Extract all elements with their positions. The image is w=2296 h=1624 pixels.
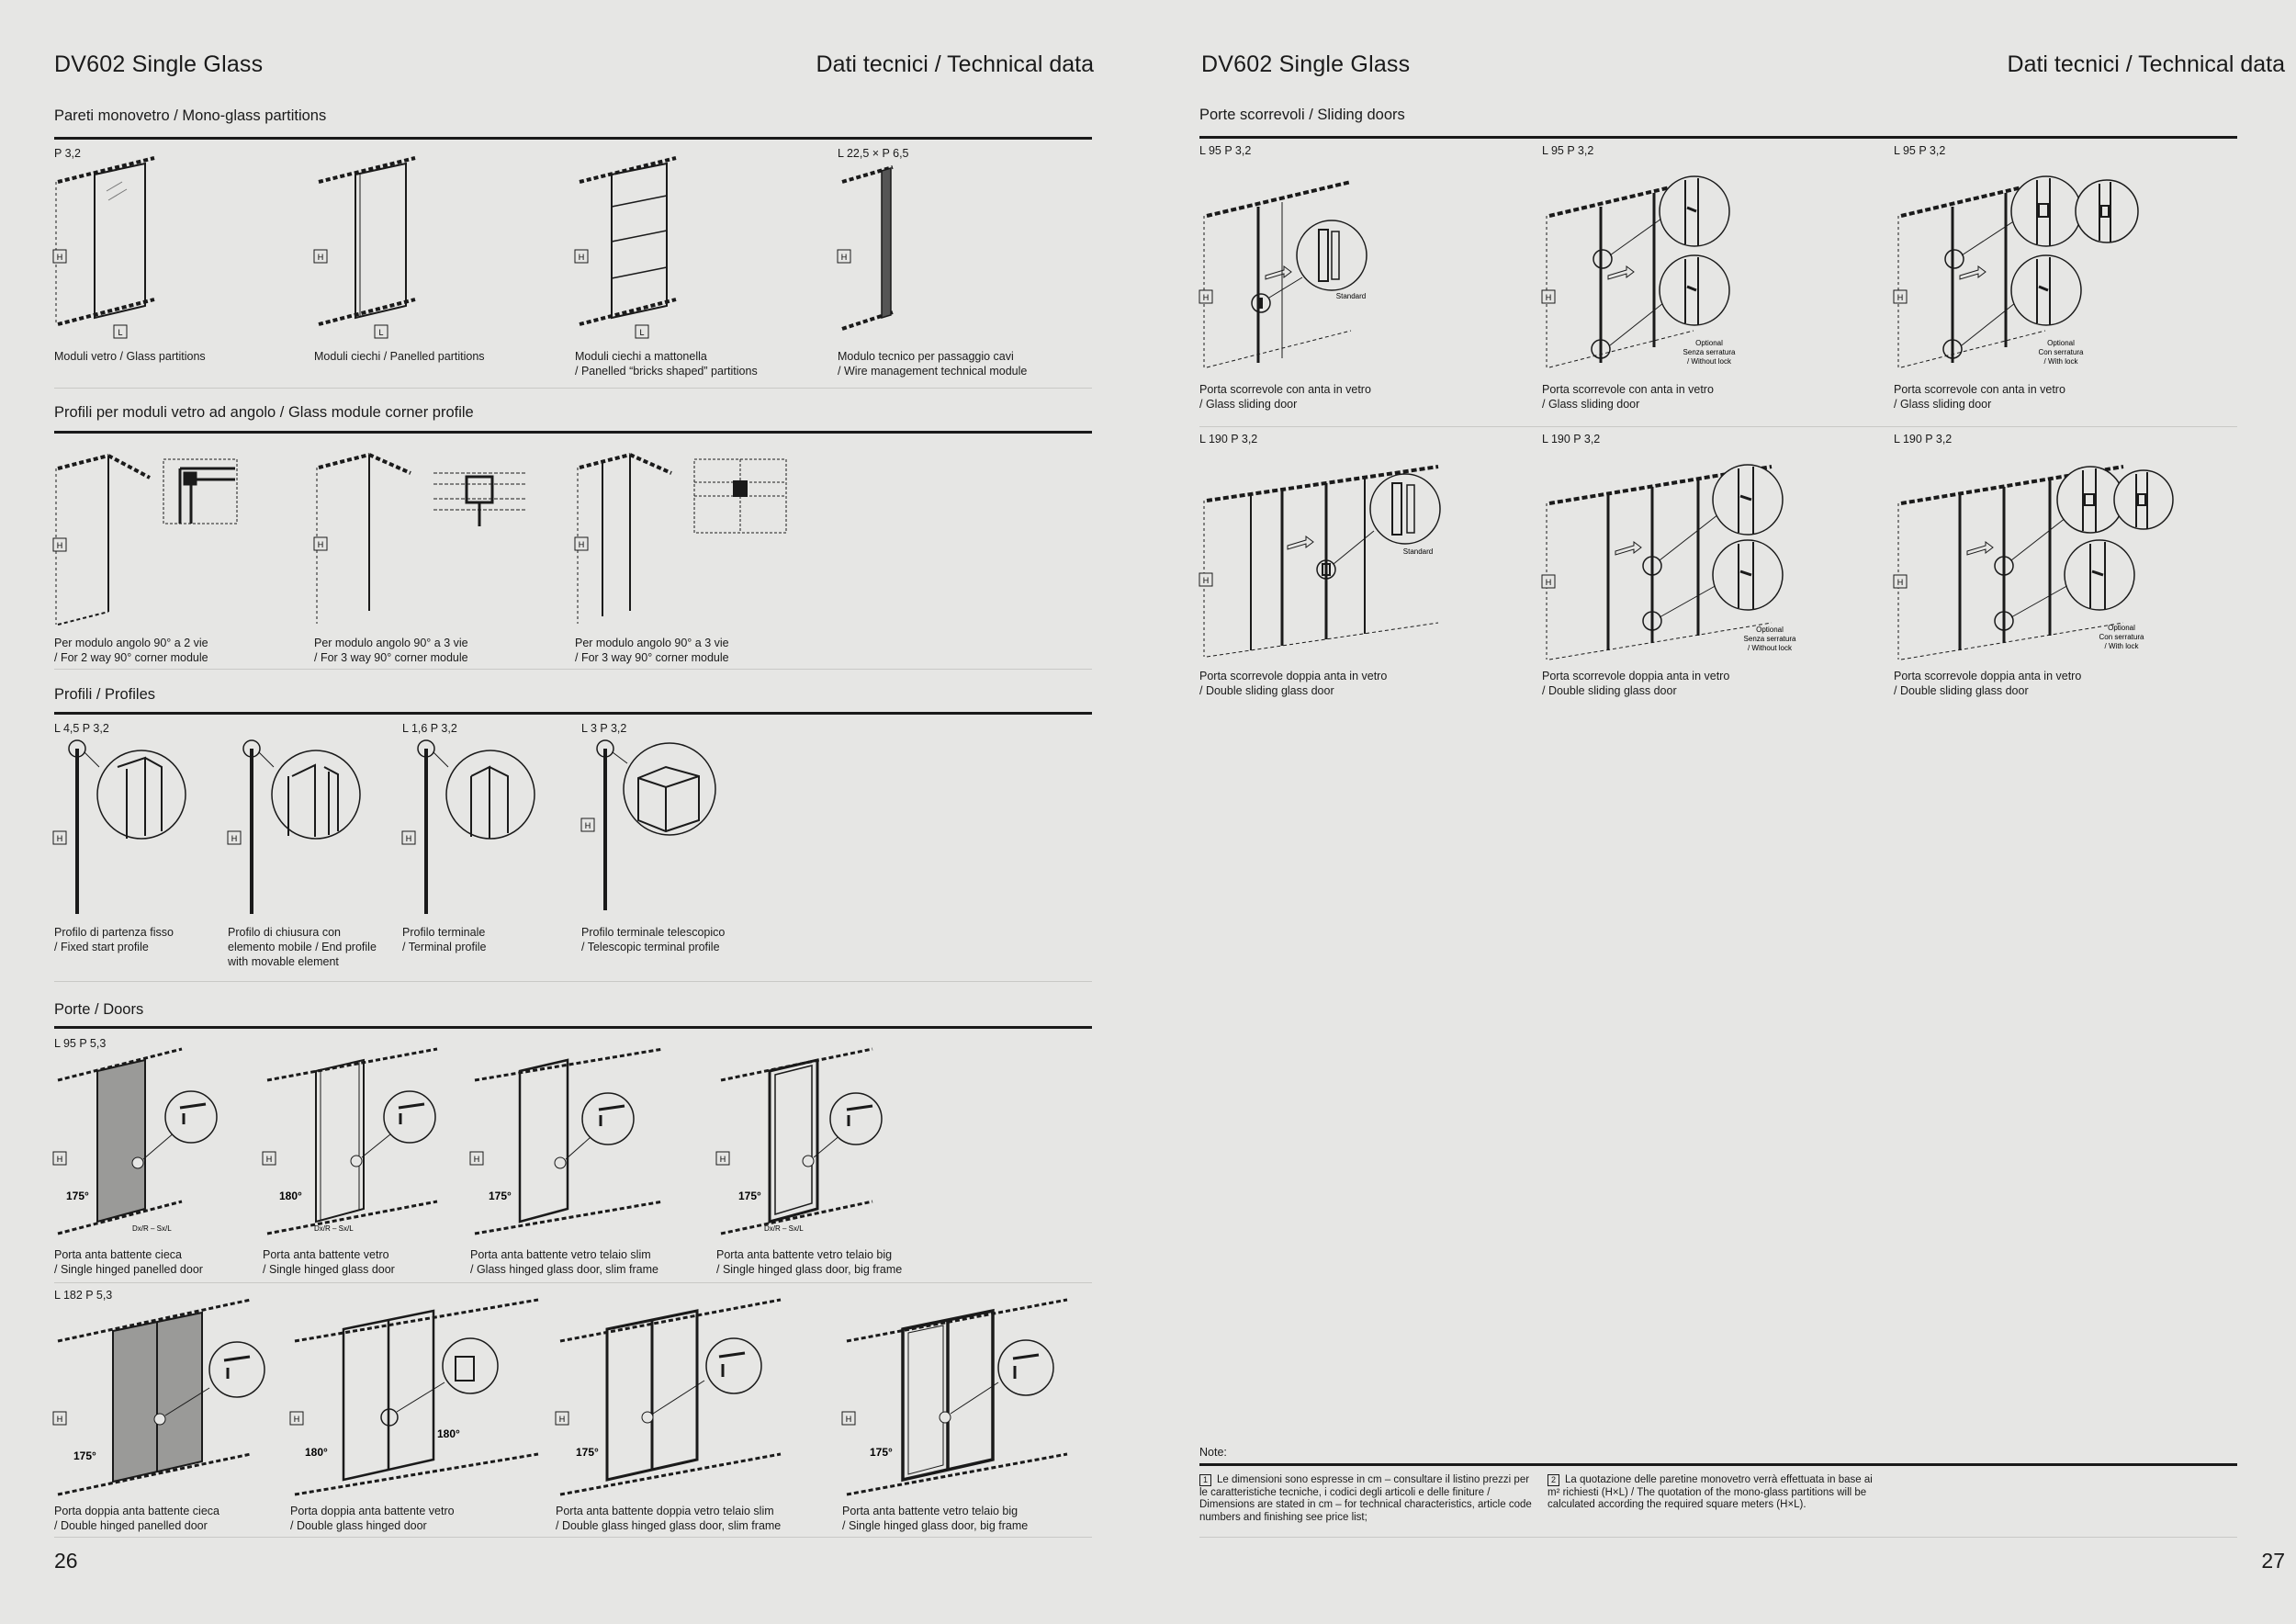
svg-text:H: H bbox=[473, 1155, 480, 1164]
caption: Porta doppia anta battente cieca / Double hinged panelled door bbox=[54, 1505, 219, 1532]
svg-text:Senza serratura: Senza serratura bbox=[1743, 635, 1796, 643]
caption: Per modulo angolo 90° a 3 vie / For 3 way 90° corner module bbox=[314, 637, 468, 664]
page-number: 26 bbox=[54, 1549, 78, 1573]
partition-technical-figure bbox=[838, 154, 929, 338]
svg-text:Standard: Standard bbox=[1402, 547, 1434, 556]
caption: Moduli ciechi / Panelled partitions bbox=[314, 350, 485, 363]
section-rule bbox=[54, 1026, 1092, 1029]
svg-text:175°: 175° bbox=[576, 1446, 599, 1459]
door-single-slim-figure bbox=[470, 1045, 681, 1234]
svg-text:Standard: Standard bbox=[1335, 292, 1367, 300]
sliding-title: Porte scorrevoli / Sliding doors bbox=[1199, 107, 1405, 123]
divider bbox=[54, 981, 1092, 982]
corner-3way-figure bbox=[314, 445, 535, 629]
svg-text:H: H bbox=[265, 1155, 273, 1164]
sliding-double-standard-figure bbox=[1199, 459, 1512, 666]
partition-glass-figure bbox=[53, 154, 182, 338]
dim-label: L 4,5 P 3,2 bbox=[54, 722, 109, 735]
door-single-big-figure bbox=[716, 1045, 928, 1234]
svg-text:H: H bbox=[405, 834, 412, 843]
svg-text:H: H bbox=[293, 1415, 300, 1424]
dim-label: L 190 P 3,2 bbox=[1894, 433, 1953, 445]
svg-text:/ Without lock: / Without lock bbox=[1686, 357, 1732, 366]
profiles-title: Profili / Profiles bbox=[54, 686, 156, 703]
caption: Porta doppia anta battente vetro / Double glass hinged door bbox=[290, 1505, 455, 1532]
section-header: Dati tecnici / Technical data bbox=[2007, 51, 2285, 77]
partition-bricks-figure bbox=[575, 154, 703, 338]
dim-label: L 190 P 3,2 bbox=[1199, 433, 1258, 445]
svg-text:175°: 175° bbox=[66, 1190, 89, 1202]
page-number: 27 bbox=[2261, 1549, 2285, 1573]
svg-text:175°: 175° bbox=[870, 1446, 893, 1459]
right-page bbox=[1148, 0, 2296, 1624]
divider bbox=[54, 1282, 1092, 1283]
notes-title: Note: bbox=[1199, 1446, 1227, 1459]
dim-label: P 3,2 bbox=[54, 147, 81, 160]
svg-text:H: H bbox=[1545, 293, 1552, 302]
caption: Profilo terminale telescopico / Telescopic terminal profile bbox=[581, 926, 726, 953]
caption: Per modulo angolo 90° a 3 vie / For 3 way 90° corner module bbox=[575, 637, 729, 664]
corner-3way-b-figure bbox=[575, 445, 795, 629]
note-2: 2 La quotazione delle paretine monovetro verrà effettuata in base ai m² richiesti (H×L) / The quotation of the mono-glass partitions will be calculated according the required square meters (H×L). bbox=[1548, 1474, 1873, 1510]
caption: Profilo di partenza fisso / Fixed start profile bbox=[54, 926, 174, 953]
sliding-single-standard-figure bbox=[1199, 175, 1429, 377]
svg-text:175°: 175° bbox=[738, 1190, 761, 1202]
caption: Porta scorrevole doppia anta in vetro / Double sliding glass door bbox=[1894, 670, 2082, 697]
profile-end-figure bbox=[228, 739, 366, 923]
svg-text:H: H bbox=[578, 253, 585, 262]
profile-fixed-start-figure bbox=[53, 739, 191, 923]
svg-text:H: H bbox=[56, 1415, 63, 1424]
caption: Per modulo angolo 90° a 2 vie / For 2 way 90° corner module bbox=[54, 637, 208, 664]
svg-text:Con serratura: Con serratura bbox=[2038, 348, 2084, 356]
svg-text:H: H bbox=[1202, 293, 1210, 302]
svg-text:H: H bbox=[845, 1415, 852, 1424]
svg-text:H: H bbox=[56, 834, 63, 843]
svg-text:H: H bbox=[56, 541, 63, 550]
section-header: Dati tecnici / Technical data bbox=[816, 51, 1094, 77]
svg-text:H: H bbox=[56, 253, 63, 262]
svg-text:H: H bbox=[578, 540, 585, 549]
caption: Profilo terminale / Terminal profile bbox=[402, 926, 487, 953]
profile-telescopic-figure bbox=[581, 730, 719, 923]
divider bbox=[54, 388, 1092, 389]
svg-text:L: L bbox=[639, 328, 645, 337]
svg-text:/ With lock: / With lock bbox=[2043, 357, 2078, 366]
door-double-panelled-figure bbox=[53, 1291, 283, 1497]
door-single-panelled-figure bbox=[53, 1045, 237, 1234]
svg-text:H: H bbox=[840, 253, 848, 262]
note-1: 1 Le dimensioni sono espresse in cm – consultare il listino prezzi per le caratteristiche tecniche, i codici degli articoli e delle finiture / Dimensions are stated in cm – for technical characteristics, article code numbers and finishing see price list; bbox=[1199, 1474, 1532, 1523]
corner-title: Profili per moduli vetro ad angolo / Glass module corner profile bbox=[54, 404, 474, 421]
caption: Profilo di chiusura con elemento mobile / End profile with movable element bbox=[228, 926, 377, 968]
dim-label: L 95 P 3,2 bbox=[1894, 144, 1946, 157]
sliding-single-lock-figure bbox=[1894, 175, 2169, 381]
dim-label: L 95 P 5,3 bbox=[54, 1037, 107, 1050]
svg-text:180°: 180° bbox=[437, 1427, 460, 1440]
svg-text:Optional: Optional bbox=[1695, 339, 1723, 347]
sliding-double-lock-figure bbox=[1894, 459, 2197, 671]
partitions-title: Pareti monovetro / Mono-glass partitions bbox=[54, 107, 327, 124]
dim-label: L 190 P 3,2 bbox=[1542, 433, 1601, 445]
svg-text:H: H bbox=[231, 834, 238, 843]
divider bbox=[1199, 426, 2237, 427]
caption: Porta anta battente vetro telaio slim / Glass hinged glass door, slim frame bbox=[470, 1248, 658, 1276]
door-double-big-figure bbox=[842, 1291, 1081, 1497]
caption: Porta scorrevole con anta in vetro / Glass sliding door bbox=[1542, 383, 1714, 411]
caption: Porta scorrevole doppia anta in vetro / Double sliding glass door bbox=[1542, 670, 1730, 697]
caption: Porta scorrevole doppia anta in vetro / Double sliding glass door bbox=[1199, 670, 1388, 697]
caption: Porta anta battente vetro / Single hinged glass door bbox=[263, 1248, 395, 1276]
svg-text:Optional: Optional bbox=[2047, 339, 2075, 347]
corner-2way-figure bbox=[53, 450, 255, 634]
svg-text:175°: 175° bbox=[489, 1190, 512, 1202]
svg-text:Con serratura: Con serratura bbox=[2099, 633, 2144, 641]
divider bbox=[54, 1537, 1092, 1538]
sliding-double-nolock-figure bbox=[1542, 459, 1845, 671]
door-single-glass-figure bbox=[263, 1045, 446, 1234]
svg-text:H: H bbox=[1896, 293, 1904, 302]
partition-panelled-figure bbox=[314, 154, 443, 338]
divider bbox=[1199, 1537, 2237, 1538]
svg-text:H: H bbox=[56, 1155, 63, 1164]
section-rule bbox=[1199, 136, 2237, 139]
svg-text:H: H bbox=[584, 821, 591, 830]
product-title: DV602 Single Glass bbox=[54, 51, 264, 77]
caption: Moduli vetro / Glass partitions bbox=[54, 350, 206, 363]
svg-text:H: H bbox=[317, 540, 324, 549]
caption: Porta scorrevole con anta in vetro / Glass sliding door bbox=[1199, 383, 1371, 411]
dim-label: L 22,5 × P 6,5 bbox=[838, 147, 909, 160]
caption: Moduli ciechi a mattonella / Panelled “bricks shaped” partitions bbox=[575, 350, 758, 378]
caption: Porta anta battente doppia vetro telaio slim / Double glass hinged glass door, slim frame bbox=[556, 1505, 782, 1532]
svg-text:Dx/R – Sx/L: Dx/R – Sx/L bbox=[132, 1224, 172, 1233]
product-title: DV602 Single Glass bbox=[1201, 51, 1411, 77]
dim-label: L 1,6 P 3,2 bbox=[402, 722, 457, 735]
door-double-glass-figure bbox=[290, 1291, 538, 1497]
door-double-slim-figure bbox=[556, 1291, 794, 1497]
caption: Porta anta battente cieca / Single hinged panelled door bbox=[54, 1248, 203, 1276]
dim-label: L 3 P 3,2 bbox=[581, 722, 627, 735]
svg-text:L: L bbox=[378, 328, 384, 337]
svg-text:/ With lock: / With lock bbox=[2104, 642, 2139, 650]
section-rule bbox=[54, 712, 1092, 715]
dim-label: L 182 P 5,3 bbox=[54, 1289, 113, 1302]
svg-text:L: L bbox=[118, 328, 123, 337]
section-rule bbox=[54, 137, 1092, 140]
caption: Modulo tecnico per passaggio cavi / Wire management technical module bbox=[838, 350, 1028, 378]
caption: Porta scorrevole con anta in vetro / Glass sliding door bbox=[1894, 383, 2065, 411]
caption: Porta anta battente vetro telaio big / Single hinged glass door, big frame bbox=[716, 1248, 903, 1276]
section-rule bbox=[54, 431, 1092, 434]
dim-label: L 95 P 3,2 bbox=[1199, 144, 1252, 157]
section-rule bbox=[1199, 1463, 2237, 1466]
svg-text:H: H bbox=[558, 1415, 566, 1424]
svg-text:Optional: Optional bbox=[2108, 624, 2135, 632]
svg-text:H: H bbox=[1202, 576, 1210, 585]
svg-text:180°: 180° bbox=[305, 1446, 328, 1459]
svg-text:H: H bbox=[1896, 578, 1904, 587]
profile-terminal-figure bbox=[402, 739, 540, 923]
svg-text:/ Without lock: / Without lock bbox=[1747, 644, 1793, 652]
svg-text:Dx/R – Sx/L: Dx/R – Sx/L bbox=[764, 1224, 804, 1233]
svg-text:H: H bbox=[719, 1155, 726, 1164]
divider bbox=[54, 669, 1092, 670]
dim-label: L 95 P 3,2 bbox=[1542, 144, 1594, 157]
svg-text:H: H bbox=[1545, 578, 1552, 587]
caption: Porta anta battente vetro telaio big / Single hinged glass door, big frame bbox=[842, 1505, 1029, 1532]
svg-text:Optional: Optional bbox=[1756, 626, 1784, 634]
svg-text:Senza serratura: Senza serratura bbox=[1683, 348, 1736, 356]
svg-text:Dx/R – Sx/L: Dx/R – Sx/L bbox=[314, 1224, 354, 1233]
sliding-single-nolock-figure bbox=[1542, 175, 1799, 381]
svg-text:H: H bbox=[317, 253, 324, 262]
svg-text:175°: 175° bbox=[73, 1449, 96, 1462]
doors-title: Porte / Doors bbox=[54, 1001, 144, 1018]
svg-text:180°: 180° bbox=[279, 1190, 302, 1202]
